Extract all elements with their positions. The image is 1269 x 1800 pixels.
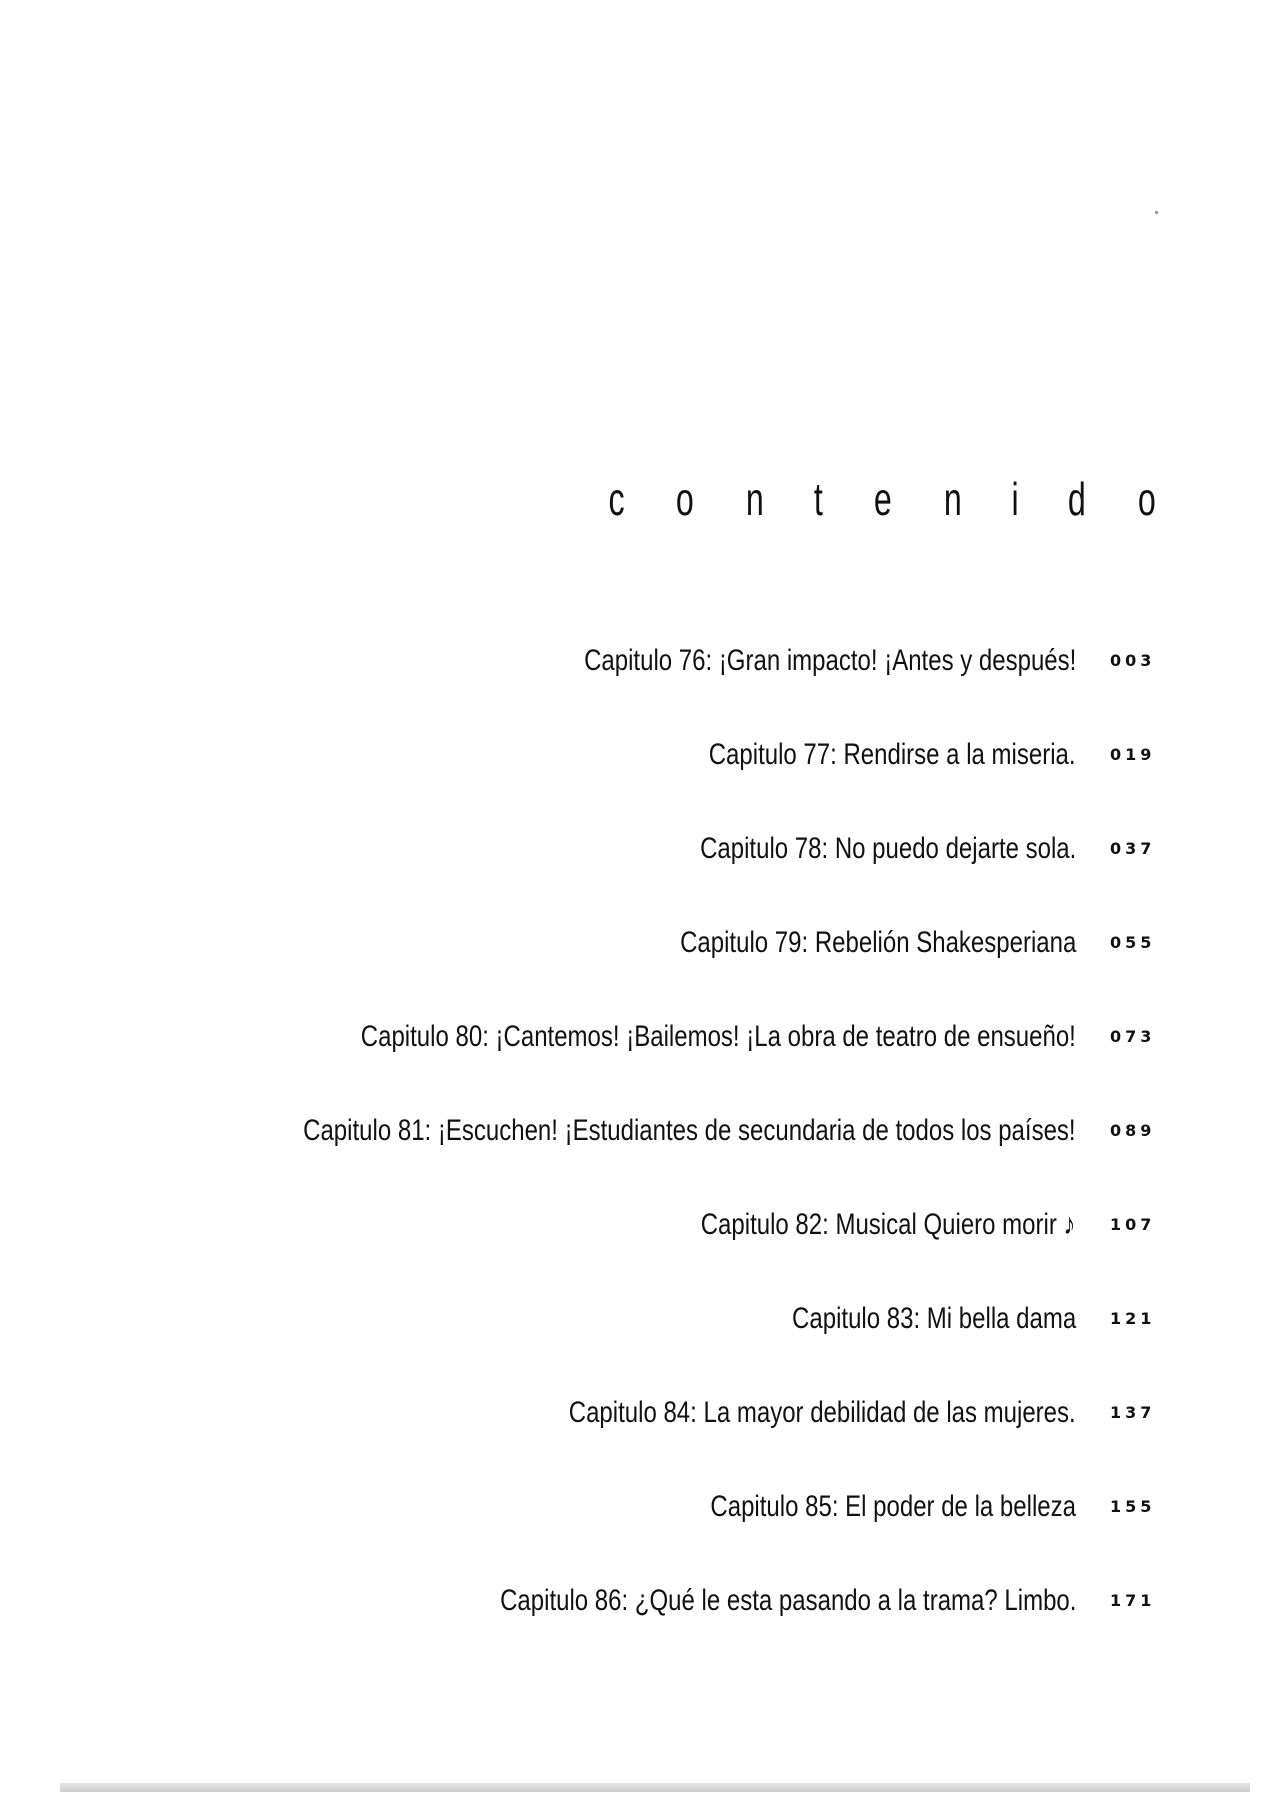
page-number: 037 xyxy=(1110,839,1156,858)
chapter-title: Capitulo 82: Musical Quiero morir ♪ xyxy=(701,1208,1076,1241)
heading-letter: t xyxy=(814,473,824,525)
chapter-title: Capitulo 76: ¡Gran impacto! ¡Antes y después! xyxy=(583,644,1076,677)
toc-entry xyxy=(0,636,1269,686)
chapter-title: Capitulo 78: No puedo dejarte sola. xyxy=(699,832,1076,865)
heading-letter: d xyxy=(1068,473,1087,525)
toc-entry xyxy=(0,1576,1269,1626)
heading-letter: n xyxy=(943,473,962,525)
chapter-title: Capitulo 81: ¡Escuchen! ¡Estudiantes de secundaria de todos los países! xyxy=(303,1114,1076,1147)
page-number: 137 xyxy=(1110,1403,1156,1422)
page-number: 073 xyxy=(1110,1027,1156,1046)
toc-entry xyxy=(0,1482,1269,1532)
toc-entry xyxy=(0,824,1269,874)
chapter-title: Capitulo 83: Mi bella dama xyxy=(791,1302,1076,1335)
chapter-title: Capitulo 77: Rendirse a la miseria. xyxy=(709,738,1076,771)
heading-letter: o xyxy=(1138,473,1157,525)
chapter-title: Capitulo 85: El poder de la belleza xyxy=(710,1490,1076,1523)
toc-entry xyxy=(0,1200,1269,1250)
toc-entry xyxy=(0,1294,1269,1344)
toc-entry xyxy=(0,730,1269,780)
toc-entry xyxy=(0,918,1269,968)
page-number: 019 xyxy=(1110,745,1156,764)
heading-letter: c xyxy=(608,473,625,525)
page-number: 155 xyxy=(1110,1497,1156,1516)
page-number: 107 xyxy=(1110,1215,1156,1234)
page-number: 003 xyxy=(1110,651,1156,670)
chapter-title: Capitulo 80: ¡Cantemos! ¡Bailemos! ¡La obra de teatro de ensueño! xyxy=(360,1020,1076,1053)
heading-letter: e xyxy=(873,473,892,525)
scan-edge-rule xyxy=(60,1783,1250,1792)
toc-entry xyxy=(0,1388,1269,1438)
heading-letter: i xyxy=(1011,473,1019,525)
toc-entry xyxy=(0,1106,1269,1156)
chapter-title: Capitulo 79: Rebelión Shakesperiana xyxy=(679,926,1076,959)
chapter-title: Capitulo 86: ¿Qué le esta pasando a la trama? Limbo. xyxy=(499,1584,1076,1617)
chapter-title: Capitulo 84: La mayor debilidad de las mujeres. xyxy=(569,1396,1076,1429)
toc-entry xyxy=(0,1012,1269,1062)
heading-letter: n xyxy=(746,473,765,525)
page-number: 055 xyxy=(1110,933,1156,952)
page-number: 121 xyxy=(1110,1309,1156,1328)
page-number: 089 xyxy=(1110,1121,1156,1140)
page-number: 171 xyxy=(1110,1591,1156,1610)
heading-letter: o xyxy=(676,473,695,525)
